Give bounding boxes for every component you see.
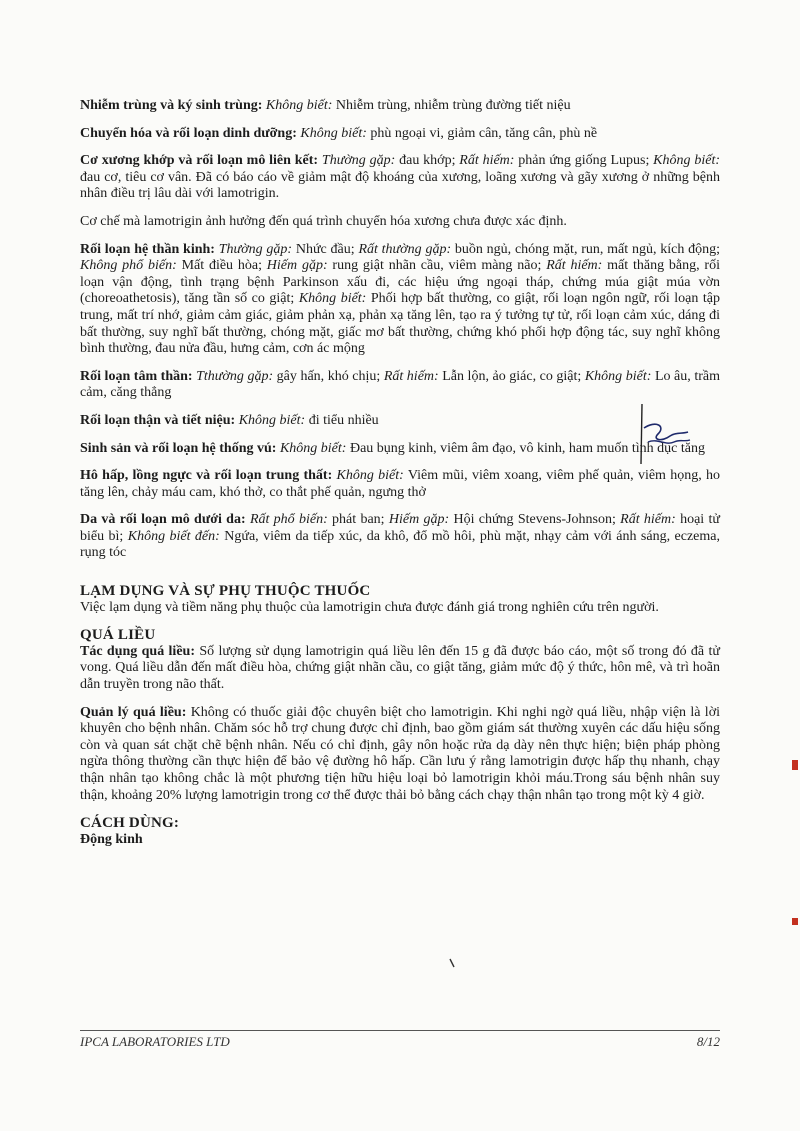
stray-tick-mark — [448, 958, 456, 968]
frequency-label: Không biết: — [336, 468, 404, 484]
heading-co-xuong: Cơ xương khớp và rối loạn mô liên kết: — [80, 153, 319, 169]
section-title-cach-dung: CÁCH DÙNG: — [80, 815, 180, 832]
frequency-label: Không biết: — [279, 440, 347, 456]
frequency-label: Rất hiếm: — [383, 368, 439, 384]
frequency-label: Không biết: — [298, 291, 367, 307]
paragraph-sinh-san — [80, 441, 720, 458]
frequency-label: Không biết đến: — [127, 528, 220, 544]
text: hoại tử biểu bì; — [80, 512, 720, 544]
heading-sinh-san: Sinh sản và rối loạn hệ thống vú: — [80, 440, 277, 456]
heading-tac-dung-qua-lieu: Tác dụng quá liều: — [80, 643, 195, 659]
text: Nhiễm trùng, nhiễm trùng đường tiết niệu — [332, 98, 571, 113]
frequency-label: Hiếm gặp: — [388, 512, 450, 528]
heading-nhiem-trung: Nhiễm trùng và ký sinh trùng: — [80, 98, 263, 113]
text: Lo âu, trầm cảm, căng thẳng — [80, 368, 720, 401]
heading-tam-than: Rối loạn tâm thần: — [80, 368, 193, 384]
subheading-dong-kinh: Động kinh — [80, 831, 143, 847]
frequency-label: Không biết: — [584, 368, 652, 384]
paragraph-da — [80, 512, 720, 562]
signature-mark — [636, 402, 696, 472]
paragraph-than-tiet-nieu — [80, 413, 720, 430]
text: Nhức đầu; — [292, 241, 359, 257]
paragraph-co-che: Cơ chế mà lamotrigin ảnh hưởng đến quá trình chuyển hóa xương chưa được xác định. — [80, 213, 567, 229]
frequency-label: Không biết: — [653, 153, 720, 169]
footer-page-number: 8/12 — [696, 1034, 720, 1049]
text: Phối hợp bất thường, co giật, rối loạn ngôn ngữ, rối loạn tập trung, mất trí nhớ, giảm cảm giác, giảm phản xạ, phản xạ tăng lên, tạo ra ý tưởng tự tử, rối loạn cảm xúc, dáng đi bất thường, suy nghĩ bất thường, chóng mặt, giấc mơ bất thường, chứng khó phối hợp động tác, suy nghĩ không bình thường, đau nửa đầu, hưng cảm, cơn ác mộng — [80, 291, 720, 357]
edge-mark — [792, 918, 798, 925]
text: mất thăng bằng, rối loạn vận động, tình trạng bệnh Parkinson xấu đi, các hiệu ứng ngoại tháp, chứng múa giật múa vờn (choreoathetosis), tăng tần số co giật; — [80, 258, 720, 307]
frequency-label: Tthường gặp: — [196, 368, 274, 384]
text: đau cơ, tiêu cơ vân. Đã có báo cáo về giảm mật độ khoáng của xương, loãng xương và gãy xương ở những bệnh nhân điều trị lâu dài với lamotrigin. — [80, 169, 720, 202]
frequency-label: Thường gặp: — [218, 241, 293, 257]
text: phù ngoại vi, giảm cân, tăng cân, phù nề — [366, 125, 598, 141]
paragraph-quan-ly-qua-lieu — [80, 705, 720, 805]
text: gây hấn, khó chịu; — [273, 368, 384, 384]
text: Số lượng sử dụng lamotrigin quá liều lên đến 15 g đã được báo cáo, một số trong đó đã tử vong. Quá liều dẫn đến mất điều hòa, chứng giật nhãn cầu, co giật tăng, giảm mức độ ý thức, hôn mê, và trì hoãn dẫn truyền trong não thất. — [80, 643, 720, 693]
frequency-label: Rất hiếm: — [459, 153, 515, 169]
frequency-label: Rất hiếm: — [620, 512, 676, 528]
text: rung giật nhãn cầu, viêm màng não; — [327, 258, 547, 274]
paragraph-chuyen-hoa — [80, 126, 720, 143]
frequency-label: Không biết: — [265, 98, 333, 113]
frequency-label: Rất thường gặp: — [358, 241, 452, 257]
text: Đau bụng kinh, viêm âm đạo, vô kinh, ham muốn tình dục tăng — [346, 440, 705, 456]
paragraph-nhiem-trung — [80, 98, 720, 115]
paragraph-tac-dung-qua-lieu — [80, 644, 720, 694]
frequency-label: Không biết: — [238, 412, 306, 428]
section-title-qua-lieu: QUÁ LIỀU — [80, 627, 156, 644]
text: đi tiểu nhiều — [305, 412, 379, 428]
paragraph-ho-hap — [80, 468, 720, 501]
paragraph-lam-dung: Việc lạm dụng và tiềm năng phụ thuộc của lamotrigin chưa được đánh giá trong nghiên cứu trên người. — [80, 599, 659, 615]
footer-company: IPCA LABORATORIES LTD — [80, 1034, 230, 1049]
text: Mất điều hòa; — [176, 258, 267, 274]
text: Viêm mũi, viêm xoang, viêm phế quản, viêm họng, ho tăng lên, chảy máu cam, khó thở, co thắt phế quản, ngưng thở — [80, 468, 721, 500]
frequency-label: Thường gặp: — [321, 153, 396, 169]
frequency-label: Không phổ biến: — [80, 258, 177, 274]
text: Lẫn lộn, ảo giác, co giật; — [438, 368, 585, 384]
paragraph-co-xuong — [80, 153, 720, 203]
frequency-label: Rất phổ biến: — [249, 512, 328, 528]
paragraph-tam-than — [80, 369, 720, 402]
text: đau khớp; — [395, 153, 460, 169]
heading-quan-ly-qua-lieu: Quản lý quá liều: — [80, 704, 187, 720]
text: phát ban; — [327, 512, 389, 528]
document-body — [80, 98, 720, 848]
page-footer — [80, 1030, 720, 1050]
heading-chuyen-hoa: Chuyển hóa và rối loạn dinh dưỡng: — [80, 125, 297, 141]
heading-da: Da và rối loạn mô dưới da: — [80, 512, 246, 528]
text: phản ứng giống Lupus; — [514, 153, 654, 169]
heading-than-kinh: Rối loạn hệ thần kinh: — [80, 241, 215, 257]
text: Không có thuốc giải độc chuyên biệt cho lamotrigin. Khi nghi ngờ quá liều, nhập viện là lời khuyên cho bệnh nhân. Chăm sóc hỗ trợ chung được chỉ định, bao gồm giám sát thường xuyên các dấu hiệu sống còn và quan sát chặt chẽ bệnh nhân. Nếu có chỉ định, gây nôn hoặc rửa dạ dày nên thực hiện; biện pháp phòng ngừa thông thường cần thực hiện để bảo vệ đường hô hấp. Cần lưu ý rằng lamotrigin được hấp thụ nhanh, chạy thận nhân tạo không chắc là một phương tiện hữu hiệu loại bỏ lamotrigin khỏi máu.Trong sáu bệnh nhân suy thận, khoảng 20% lượng lamotrigin trong cơ thể được thải bỏ bằng cách chạy thận nhân tạo trong một kỳ 4 giờ. — [80, 704, 720, 803]
frequency-label: Hiếm gặp: — [266, 258, 328, 274]
text: Ngứa, viêm da tiếp xúc, da khô, đổ mồ hôi, phù mặt, nhạy cảm với ánh sáng, eczema, rụng tóc — [80, 528, 720, 561]
heading-ho-hap: Hô hấp, lồng ngực và rối loạn trung thất: — [80, 468, 333, 484]
text: buồn ngủ, chóng mặt, run, mất ngủ, kích động; — [451, 241, 720, 257]
frequency-label: Rất hiếm: — [546, 258, 603, 274]
frequency-label: Không biết: — [300, 125, 367, 141]
paragraph-than-kinh — [80, 242, 720, 358]
section-title-lam-dung: LẠM DỤNG VÀ SỰ PHỤ THUỘC THUỐC — [80, 583, 371, 600]
edge-mark — [792, 760, 798, 770]
text: Hội chứng Stevens-Johnson; — [449, 512, 621, 528]
heading-than-tiet-nieu: Rối loạn thận và tiết niệu: — [80, 412, 236, 428]
